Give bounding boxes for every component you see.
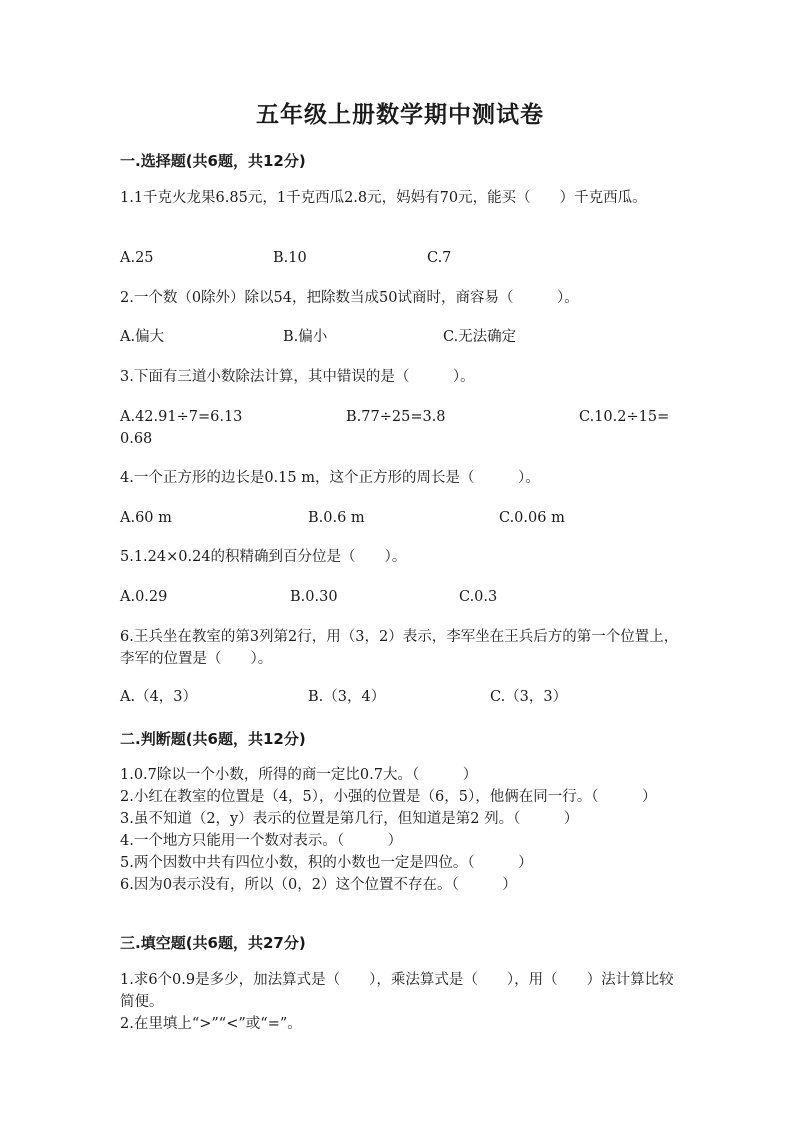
choice-question-6: 6.王兵坐在教室的第3列第2行，用（3，2）表示，李军坐在王兵后方的第一个位置上，李军的位置是（ ）。 xyxy=(120,629,679,667)
choice-question-5: 5.1.24×0.24的积精确到百分位是（ ）。 xyxy=(120,549,407,565)
section-heading-choice: 一.选择题(共6题，共12分) xyxy=(120,152,306,170)
option-a: A.偏大 xyxy=(120,329,165,345)
choice-options-4 xyxy=(120,507,680,529)
option-b: B.0.30 xyxy=(290,589,338,605)
option-c: C.（3，3） xyxy=(490,689,568,705)
option-b: B.偏小 xyxy=(283,329,328,345)
true-false-item-6: 6.因为0表示没有，所以（0，2）这个位置不存在。（ ） xyxy=(120,877,517,893)
choice-options-3-continued xyxy=(120,428,680,450)
option-c: C.10.2÷15= xyxy=(579,409,670,425)
fill-blank-item-2: 2.在里填上“>”“<”或“=”。 xyxy=(120,1016,302,1032)
option-b: B.10 xyxy=(273,250,307,266)
choice-question-1: 1.1千克火龙果6.85元，1千克西瓜2.8元，妈妈有70元，能买（ ）千克西瓜。 xyxy=(120,190,647,206)
choice-question-3: 3.下面有三道小数除法计算，其中错误的是（ ）。 xyxy=(120,369,475,385)
section-heading-true-false: 二.判断题(共6题，共12分) xyxy=(120,730,306,748)
true-false-item-3: 3.虽不知道（2，y）表示的位置是第几行，但知道是第2 列。（ ） xyxy=(120,811,579,827)
option-a: A.25 xyxy=(120,250,154,266)
option-b: B.77÷25=3.8 xyxy=(346,409,446,425)
option-a: A.42.91÷7=6.13 xyxy=(120,409,243,425)
option-c-continued: 0.68 xyxy=(120,431,153,447)
choice-options-5 xyxy=(120,586,680,608)
option-c: C.0.06 m xyxy=(499,510,565,526)
true-false-item-2: 2.小红在教室的位置是（4，5），小强的位置是（6，5），他俩在同一行。（ ） xyxy=(120,789,657,805)
option-b: B.0.6 m xyxy=(308,510,365,526)
choice-question-2: 2.一个数（0除外）除以54，把除数当成50试商时，商容易（ ）。 xyxy=(120,290,579,306)
true-false-list xyxy=(120,764,680,896)
true-false-item-5: 5.两个因数中共有四位小数，积的小数也一定是四位。（ ） xyxy=(120,855,533,871)
choice-options-6 xyxy=(120,686,680,708)
fill-blank-list xyxy=(120,969,680,1035)
option-b: B.（3，4） xyxy=(308,689,386,705)
option-c: C.0.3 xyxy=(459,589,498,605)
true-false-item-4: 4.一个地方只能用一个数对表示。（ ） xyxy=(120,833,403,849)
option-a: A.（4，3） xyxy=(120,689,198,705)
option-a: A.0.29 xyxy=(120,589,168,605)
choice-options-1 xyxy=(120,247,680,269)
option-c: C.7 xyxy=(427,250,452,266)
true-false-item-1: 1.0.7除以一个小数，所得的商一定比0.7大。（ ） xyxy=(120,767,478,783)
choice-options-2 xyxy=(120,326,680,348)
fill-blank-item-1: 1.求6个0.9是多少，加法算式是（ ），乘法算式是（ ），用（ ）法计算比较简便。 xyxy=(120,972,674,1010)
choice-options-3 xyxy=(120,406,680,428)
section-heading-fill-blank: 三.填空题(共6题，共27分) xyxy=(120,934,306,952)
option-a: A.60 m xyxy=(120,510,172,526)
choice-question-4: 4.一个正方形的边长是0.15 m，这个正方形的周长是（ ）。 xyxy=(120,470,540,486)
option-c: C.无法确定 xyxy=(443,329,517,345)
page-title: 五年级上册数学期中测试卷 xyxy=(256,101,544,128)
